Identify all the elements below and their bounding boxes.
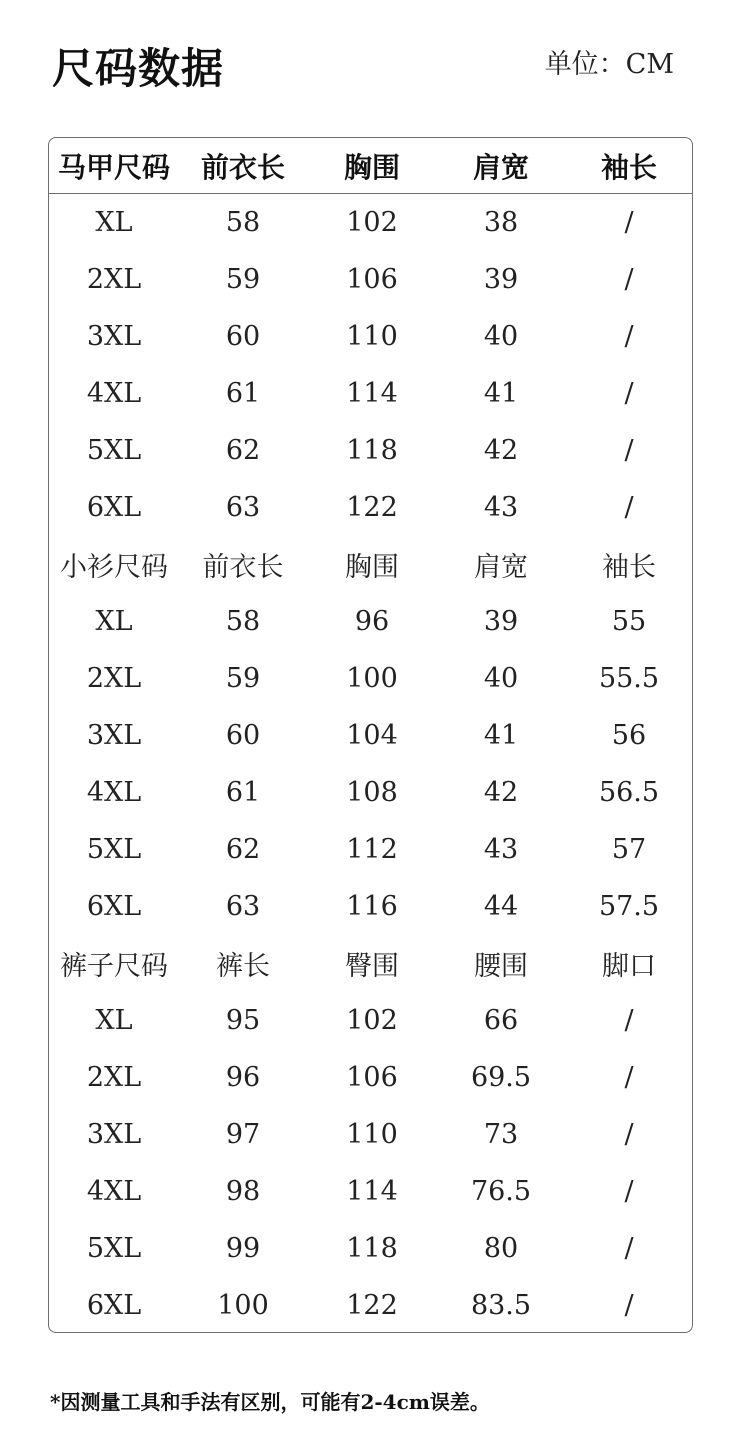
table-cell: 43 (483, 492, 519, 523)
table-cell: 98 (225, 1176, 261, 1207)
table-cell: 66 (483, 1005, 519, 1036)
table-cell: 95 (225, 1005, 261, 1036)
table-cell: 39 (483, 606, 519, 637)
table-row (49, 1106, 692, 1163)
page-title: 尺码数据 (52, 44, 225, 93)
table-cell: 60 (225, 720, 261, 751)
table-cell: 2XL (86, 264, 142, 295)
table-cell: XL (95, 606, 133, 637)
table-cell: / (624, 1233, 634, 1264)
header-cell: 肩宽 (472, 150, 529, 184)
section-header-cell: 裤子尺码 (60, 951, 168, 982)
table-cell: 99 (225, 1233, 261, 1264)
table-cell: 2XL (86, 1062, 142, 1093)
table-cell: 40 (483, 321, 519, 352)
table-cell: 43 (483, 834, 519, 865)
table-cell: 6XL (86, 492, 142, 523)
table-cell: 38 (483, 207, 519, 238)
table-row (49, 707, 692, 764)
table-cell: 59 (225, 663, 261, 694)
table-row (49, 878, 692, 935)
table-cell: 73 (483, 1119, 519, 1150)
table-cell: 83.5 (470, 1290, 532, 1321)
table-cell: / (624, 1119, 634, 1150)
table-cell: 42 (483, 435, 519, 466)
table-cell: 4XL (86, 1176, 142, 1207)
table-cell: 122 (346, 492, 398, 523)
section-header-cell: 小衫尺码 (60, 552, 168, 583)
table-cell: 3XL (86, 720, 142, 751)
table-cell: 76.5 (470, 1176, 532, 1207)
table-cell: 116 (346, 891, 398, 922)
table-cell: 106 (346, 264, 398, 295)
header-cell: 前衣长 (200, 150, 285, 184)
header-cell: 袖长 (600, 150, 657, 184)
section-header-cell: 裤长 (216, 951, 270, 982)
table-cell: 100 (217, 1290, 269, 1321)
table-cell: 60 (225, 321, 261, 352)
table-cell: / (624, 1176, 634, 1207)
table-cell: 6XL (86, 1290, 142, 1321)
table-row (49, 194, 692, 251)
table-cell: 63 (225, 492, 261, 523)
table-cell: 114 (346, 1176, 398, 1207)
table-cell: 118 (346, 1233, 398, 1264)
table-row (49, 821, 692, 878)
table-row (49, 422, 692, 479)
table-cell: 100 (346, 663, 398, 694)
table-cell: 5XL (86, 1233, 142, 1264)
table-row (49, 992, 692, 1049)
table-row (49, 479, 692, 536)
size-table (48, 137, 693, 1333)
table-cell: / (624, 1290, 634, 1321)
section-header-cell: 胸围 (345, 552, 399, 583)
table-cell: 106 (346, 1062, 398, 1093)
table-cell: 122 (346, 1290, 398, 1321)
table-row (49, 308, 692, 365)
table-cell: 104 (346, 720, 398, 751)
table-cell: / (624, 1062, 634, 1093)
table-cell: 5XL (86, 834, 142, 865)
table-cell: 55.5 (598, 663, 660, 694)
table-row (49, 650, 692, 707)
table-cell: 41 (483, 720, 519, 751)
table-cell: 110 (346, 1119, 398, 1150)
footnote: *因测量工具和手法有区别，可能有2-4cm误差。 (50, 1390, 490, 1414)
shirt-header-row (49, 536, 692, 593)
unit-label: 单位：CM (544, 49, 674, 80)
table-cell: / (624, 435, 634, 466)
pants-header-row (49, 935, 692, 992)
table-cell: / (624, 207, 634, 238)
table-cell: 3XL (86, 1119, 142, 1150)
table-cell: 40 (483, 663, 519, 694)
table-cell: 3XL (86, 321, 142, 352)
header-cell: 胸围 (343, 150, 400, 184)
table-cell: 59 (225, 264, 261, 295)
table-cell: 58 (225, 207, 261, 238)
table-cell: 42 (483, 777, 519, 808)
table-cell: 96 (225, 1062, 261, 1093)
table-cell: / (624, 378, 634, 409)
table-cell: / (624, 321, 634, 352)
table-row (49, 1220, 692, 1277)
table-cell: / (624, 264, 634, 295)
table-row (49, 365, 692, 422)
table-cell: 63 (225, 891, 261, 922)
table-row (49, 1163, 692, 1220)
table-cell: 56 (611, 720, 647, 751)
table-cell: 56.5 (598, 777, 660, 808)
table-cell: 58 (225, 606, 261, 637)
section-header-cell: 袖长 (602, 552, 656, 583)
table-cell: 118 (346, 435, 398, 466)
table-cell: 62 (225, 435, 261, 466)
table-cell: XL (95, 207, 133, 238)
table-cell: 80 (483, 1233, 519, 1264)
vest-header-row (49, 138, 692, 194)
table-cell: 69.5 (470, 1062, 532, 1093)
table-cell: XL (95, 1005, 133, 1036)
table-cell: 96 (354, 606, 390, 637)
table-cell: 5XL (86, 435, 142, 466)
table-row (49, 1277, 692, 1334)
table-cell: 57.5 (598, 891, 660, 922)
table-row (49, 593, 692, 650)
table-cell: 97 (225, 1119, 261, 1150)
table-cell: 102 (346, 1005, 398, 1036)
table-cell: 4XL (86, 777, 142, 808)
table-cell: 4XL (86, 378, 142, 409)
table-row (49, 1049, 692, 1106)
table-cell: 108 (346, 777, 398, 808)
section-header-cell: 脚口 (602, 951, 656, 982)
table-cell: / (624, 492, 634, 523)
table-cell: 61 (225, 777, 261, 808)
table-cell: 102 (346, 207, 398, 238)
table-cell: 39 (483, 264, 519, 295)
table-cell: 61 (225, 378, 261, 409)
table-cell: 41 (483, 378, 519, 409)
section-header-cell: 臀围 (345, 951, 399, 982)
table-row (49, 251, 692, 308)
header-cell: 马甲尺码 (57, 150, 170, 184)
section-header-cell: 肩宽 (474, 552, 528, 583)
table-cell: 114 (346, 378, 398, 409)
table-cell: 57 (611, 834, 647, 865)
table-cell: 55 (611, 606, 647, 637)
table-cell: 6XL (86, 891, 142, 922)
table-cell: 62 (225, 834, 261, 865)
table-cell: / (624, 1005, 634, 1036)
table-row (49, 764, 692, 821)
section-header-cell: 前衣长 (202, 552, 284, 583)
table-cell: 112 (346, 834, 398, 865)
table-cell: 110 (346, 321, 398, 352)
table-cell: 2XL (86, 663, 142, 694)
table-cell: 44 (483, 891, 519, 922)
section-header-cell: 腰围 (474, 951, 528, 982)
